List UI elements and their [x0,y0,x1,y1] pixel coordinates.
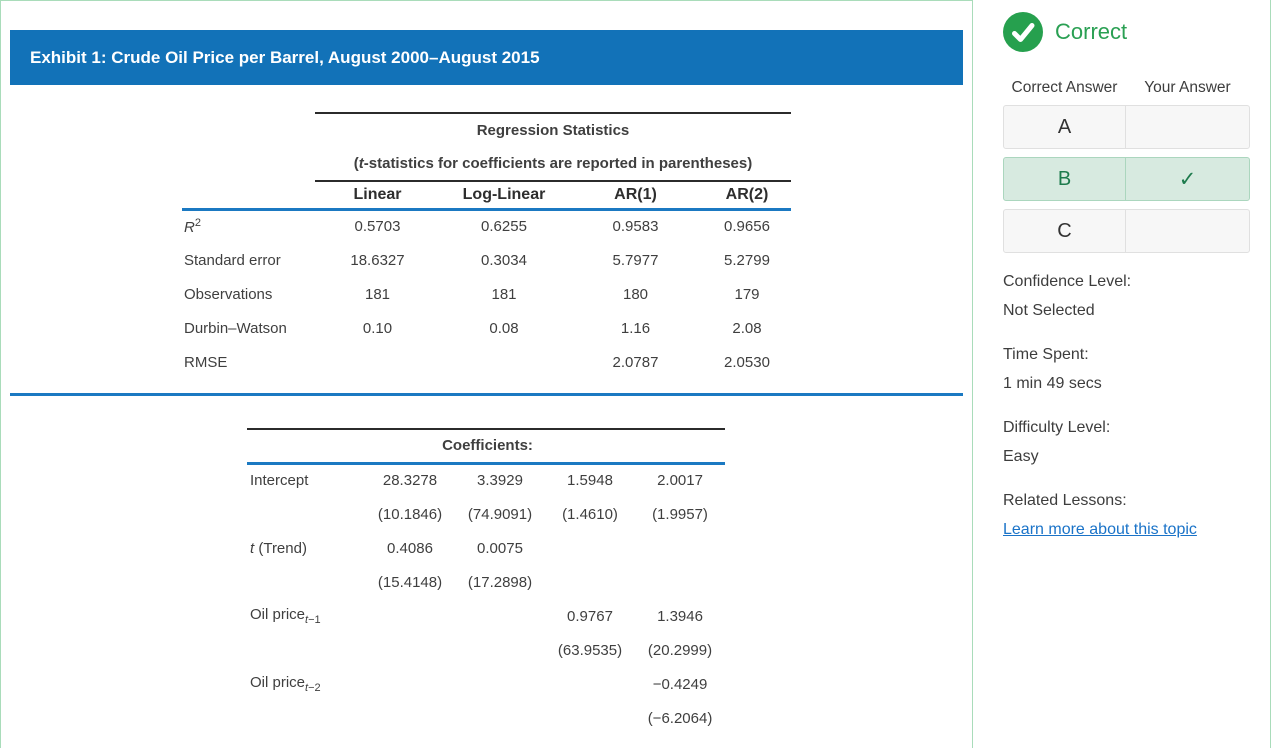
correct-answer-header: Correct Answer [1011,79,1118,96]
table-row-trend-tstats [247,565,725,599]
check-circle-icon [1003,12,1043,52]
table-row-r2 [182,209,791,243]
detail-value: Easy [1003,448,1039,465]
table-cell: 0.3034 [481,251,527,269]
table-cell: (1.9957) [652,505,708,523]
detail-confidence-level [1003,267,1250,325]
table-row-trend [247,531,725,565]
spacer-cell [182,147,315,181]
detail-label: Related Lessons: [1003,492,1127,509]
table-cell [545,531,635,565]
detail-value: Not Selected [1003,302,1095,319]
table-cell [365,701,455,735]
detail-label: Time Spent: [1003,346,1089,363]
table-cell [545,667,635,701]
table-cell [365,667,455,701]
your-answer-mark [1126,210,1249,252]
table-cell: 181 [364,285,391,303]
table-row-intercept-tstats [247,497,725,531]
table-cell: −0.4249 [652,675,708,693]
answer-row-c [1003,209,1250,253]
regression-table-subtitle: (t-statistics for coefficients are reported in parentheses) [315,147,791,181]
table-cell [455,599,545,633]
table-row-oil-price-t2 [247,667,725,701]
row-label [247,497,365,531]
table-cell: 0.5703 [354,218,401,236]
exhibit-header [10,30,963,85]
reg-subtitle-row [182,147,791,181]
coefficients-header-row [247,429,725,463]
table-row-oil-price-t1 [247,599,725,633]
row-label: Oil price$_{t-1}$ [250,606,321,626]
table-cell [545,701,635,735]
table-cell: 1.16 [620,319,651,337]
row-label [247,701,365,735]
table-cell: 0.0075 [477,539,523,557]
table-cell: 179 [734,285,760,303]
table-cell: 0.9656 [724,218,770,236]
row-label: Observations [184,285,273,303]
option-letter: A [1004,106,1126,148]
table-cell: 0.08 [489,319,519,337]
row-label: Intercept [250,472,309,490]
table-cell [455,633,545,667]
table-cell [365,599,455,633]
option-letter: B [1004,158,1126,200]
table-cell: 180 [622,285,649,303]
table-cell [455,667,545,701]
table-cell [635,565,725,599]
detail-label: Difficulty Level: [1003,419,1111,436]
table-cell: 0.10 [362,319,393,337]
row-label: RMSE [184,353,228,371]
table-row-observations [182,277,791,311]
table-cell: 2.0530 [724,353,770,371]
table-cell: 5.2799 [724,251,770,269]
table-row-standard-error [182,243,791,277]
regression-table-title: Regression Statistics [315,113,791,147]
table-cell: 2.0787 [612,353,659,371]
table-cell: (63.9535) [557,641,623,659]
status-text: Correct [1055,19,1128,44]
table-row-oil-price-t2-tstats [247,701,725,735]
result-panel [973,0,1271,748]
reg-title-row [182,113,791,147]
row-label [247,565,365,599]
detail-value: 1 min 49 secs [1003,375,1102,392]
related-lessons-link[interactable]: Learn more about this topic [1003,521,1197,538]
table-cell [455,701,545,735]
answer-row-b [1003,157,1250,201]
row-label: Durbin–Watson [184,319,287,337]
table-cell: (20.2999) [647,641,713,659]
row-label: Standard error [184,251,281,269]
answer-row-a [1003,105,1250,149]
detail-value [1003,515,1250,544]
your-answer-mark [1126,106,1249,148]
result-details [1003,267,1250,544]
coefficients-table [247,428,725,735]
regression-statistics-table [182,112,791,379]
row-label: $R^2$ [184,217,201,237]
table-cell: 5.7977 [612,251,659,269]
table-cell: (−6.2064) [647,709,713,727]
table-cell: (15.4148) [377,573,443,591]
spacer-cell [182,113,315,147]
column-header-linear: Linear [315,181,440,209]
table-cell: (10.1846) [377,505,443,523]
table-cell [315,345,440,379]
table-row-intercept [247,463,725,497]
answer-grid [1003,105,1250,253]
row-label [247,633,365,667]
detail-difficulty-level [1003,413,1250,471]
your-answer-checkmark-icon: ✓ [1178,167,1197,191]
table-row-rmse [182,345,791,379]
table-cell: 1.3946 [657,607,703,625]
table-cell: 0.9583 [612,218,659,236]
column-header-ar2: AR(2) [703,181,791,209]
table-cell: 2.0017 [657,472,703,490]
table-cell: 2.08 [732,319,762,337]
table-row-oil-price-t1-tstats [247,633,725,667]
table-cell: 0.9767 [567,607,613,625]
your-answer-header: Your Answer [1144,79,1231,96]
spacer-cell [182,181,315,209]
table-cell [365,633,455,667]
table-row-durbin-watson [182,311,791,345]
column-header-log-linear: Log-Linear [440,181,568,209]
column-header-ar1: AR(1) [568,181,703,209]
table-cell: 0.4086 [387,539,433,557]
table-cell [545,565,635,599]
option-letter: C [1004,210,1126,252]
table-cell: (74.9091) [467,505,533,523]
status-row [1003,12,1250,52]
table-cell [635,531,725,565]
table-cell: (17.2898) [467,573,533,591]
answer-grid-headers [1003,79,1250,97]
section-divider [10,393,963,396]
table-cell: 18.6327 [350,251,405,269]
table-cell [440,345,568,379]
table-cell: 0.6255 [481,218,527,236]
table-cell: 1.5948 [567,472,613,490]
coefficients-table-title: Coefficients: [247,429,725,463]
detail-time-spent [1003,340,1250,398]
reg-columns-row [182,181,791,209]
table-cell: (1.4610) [562,505,618,523]
table-cell: 28.3278 [382,472,438,490]
detail-related-lessons [1003,486,1250,544]
table-cell: 181 [491,285,517,303]
detail-label: Confidence Level: [1003,273,1132,290]
exhibit-title: Exhibit 1: Crude Oil Price per Barrel, August 2000–August 2015 [30,47,540,67]
row-label: t (Trend) [250,539,307,557]
table-cell: 3.3929 [477,472,523,490]
row-label: Oil price$_{t-2}$ [250,674,321,694]
